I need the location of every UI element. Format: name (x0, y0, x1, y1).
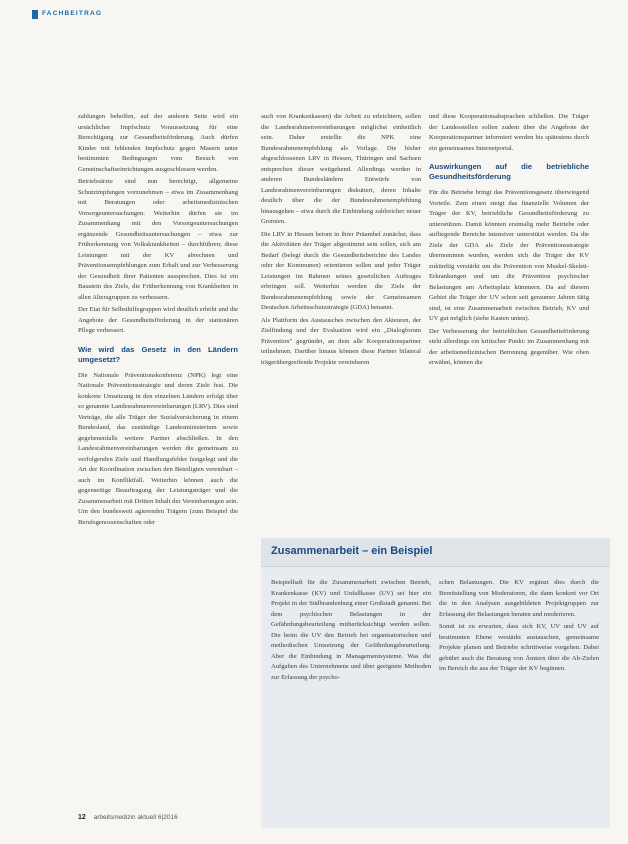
journal-name: arbeitsmedizin aktuell 6|2016 (93, 814, 178, 821)
section-label: FACHBEITRAG (42, 10, 103, 17)
paragraph: zahlungen beholfen, auf der anderen Seite wird ein ursächlicher Impfschutz Voraussetzung für eine Berechtigung zur Gesundheitsförderung. Auch dürfen Kinder mit fehlenden Impfschutz gegen Masern unter bestimmten Bedingungen vom Besuch von Gemeinschaftseinrichtungen ausgeschlossen werden. (78, 113, 238, 173)
example-box (261, 538, 610, 828)
example-box-title: Zusammenarbeit – ein Beispiel (271, 545, 433, 557)
paragraph: Der Etat für Selbsthilfegruppen wird deutlich erhöht und die Angebote der Gesundheitsförderung in der stationären Pflege verbessert. (78, 306, 238, 334)
paragraph: Betriebsärzte sind nun berechtigt, allgemeine Schutzimpfungen vorzunehmen – etwa im Zusammenhang mit Beratungen oder arbeitsmedizinischen Vorsorgeuntersuchungen. Weiterhin dürfen sie im Zusammenhang mit den Vorsorgeuntersuchungen ergänzende Gesundheitsuntersuchungen – etwa zur Früherkennung von Volkskrankheiten – durchführen; diese Leistungen mit der KV abrechnen und Präventionsempfehlungen zum Erhalt und zur Verbesserung der Gesundheit ihrer Patienten aussprechen. Dies ist ein Baustein des Ziels, die Früherkennung von Krankheiten in allen Altersgruppen zu verbessern. (78, 178, 238, 301)
example-box-column-2 (439, 578, 599, 677)
text-column-2 (261, 112, 421, 370)
example-box-header (261, 538, 610, 567)
paragraph: Somit ist zu erwarten, dass sich KV, UV und UV auf bestimmten Ebene verstärkt austauschen, gemeinsame Projekte planen und Betriebe schrittweise vorgehen. Dabei gebührt auch die Beratung von Ämtern über die Ab-Zielen im Bereich die aus der Träger der KV beginnen. (439, 623, 599, 672)
text-column-3 (429, 112, 589, 371)
paragraph: Als Plattform des Austausches zwischen den Akteuren, der Zielfindung und der Evaluation wird ein „Dialogforum Prävention" gegründet, an dem alle Kooperationspartner teilnehmen. Darüber hinaus können diese Partner bilateral trägerübergreifende Projekte vereinbaren (261, 316, 421, 366)
paragraph: und diese Kooperationsabsprachen schließen. Die Träger der Landesstellen sollen zudem über die Angebote der Kooperationspartner informiert werden bis spätestens durch ein gemeinsames Internetportal. (429, 113, 589, 152)
paragraph: auch von Krankenkassen) die Arbeit zu erleichtern, sollen die Landesrahmenvereinbarungen möglichst einheitlich sein. Daher erstellte die NPK eine Bundesrahmenempfehlung als Vorlage. Die bisher abgeschlossenen LRV in Hessen, Thüringen und Sachsen entsprechen dieser weitgehend. Allerdings werden in anderen Bundesländern Entwürfe von Landesrahmenvereinbarungen diskutiert, deren Inhalte deutlich über die der Bundesrahmenempfehlung hinausgehen – etwa durch die Einbindung zahlreicher neuer Gremien. (261, 113, 421, 225)
paragraph: Beispielhaft für die Zusammenarbeit zwischen Betrieb, Krankenkasse (KV) und Unfallkasse (UV) sei hier ein Projekt in der Südbrandenburg einer Großstadt genannt. Bei dem psychischen Belastungen in der Gefährdungsbeurteilung mitberücksichtigt werden sollen. Die beim die UV den Betrieb bei organisatorischen und methodischen Umsetzung der Gefährdungsbeurteilung. Aber die Einbindung in Managementsysteme. Was die Aufgaben des Unternehmens und über geeignete Methoden zur Erfassung der psycho- (271, 579, 431, 681)
section-marker (32, 10, 38, 19)
page-number: 12 (78, 814, 86, 821)
paragraph: schen Belastungen. Die KV ergänzt dies durch die Bereitstellung von Moderatoren, die dann konkret vor Ort die in den Analysen ausgebildeten Projektgruppen zur Erfassung der Belastungen beraten und moderieren. (439, 579, 599, 618)
paragraph: Die LRV in Hessen betont in ihrer Präambel zunächst, dass die Aktivitäten der Träger abgestimmt sein sollen, sich am Bedarf (belegt durch die Gesundheitsberichte des Landes oder der Kommunen) orientieren sollen und jeder Träger Leistungen im Rahmen seines gesetzlichen Auftrages erbringen soll. Weiterhin werden die Ziele der Bundesrahmenempfehlung sowie der Gemeinsamen Deutschen Arbeitsschutzstrategie (GDA) benannt. (261, 230, 421, 311)
section-heading: Wie wird das Gesetz in den Ländern umgesetzt? (78, 344, 238, 364)
paragraph: Die Nationale Präventionskonferenz (NPK) legt eine Nationale Präventionsstrategie und deren Ziele fest. Die konkrete Umsetzung in den einzelnen Ländern erfolgt über so genannte Landesrahmenvereinbarungen (LRV). Dies sind Verträge, die alle Träger der Sozialversicherung in einem Bundesland, das zuständige Landesministerium sowie gegebenenfalls weitere Partner abschließen. In den Landesrahmenvereinbarungen werden die gemeinsam zu verfolgenden Ziele und Handlungsfelder festgelegt und die Art der Koordination zwischen den Beteiligten vereinbart – auch im Konfliktfall. Weiterhin können auch die gegenseitige Beauftragung der Leistungsträger und die Zusammenarbeit mit Dritten Inhalt der Vereinbarungen sein. Um den bundesweit agierenden Trägern (zum Beispiel die Berufsgenossenschaften oder (78, 371, 238, 526)
section-heading: Auswirkungen auf die betriebliche Gesundheitsförderung (429, 162, 589, 181)
page-footer (78, 814, 178, 821)
paragraph: Der Verbesserung der betrieblichen Gesundheitsförderung steht allerdings ein kritischer Punkt: im Zusammenhang mit der arbeitsmedizinischen Betreuung gegenüber. Wie oben erwähnt, können die (429, 327, 589, 366)
text-column-1 (78, 112, 238, 530)
paragraph: Für die Betriebe bringt das Präventionsgesetz überwiegend Vorteile. Zum einen steigt das finanzielle Volumen der Träger der KV, betriebliche Gesundheitsförderung zu unterstützen. Damit könnten erstmalig mehr Betriebe oder aufliegende Bereiche intensiver unterstützt werden. Da die Ziele der GDA als Ziele der Präventionsstrategie übernommen wurden, werden sich die Träger der KV zukünftig verstärkt um die Prävention von Muskel-Skelett-Erkrankungen und um die Prävention psychischer Belastungen am Arbeitsplatz kümmern. Da auf diesem Gebiet die Träger der UV schon seit geraumer Jahren tätig sind, ist eine Zusammenarbeit zwischen Betrieb, KV und UV gut möglich (siehe Kasten unten). (429, 189, 589, 322)
example-box-column-1 (271, 578, 431, 685)
